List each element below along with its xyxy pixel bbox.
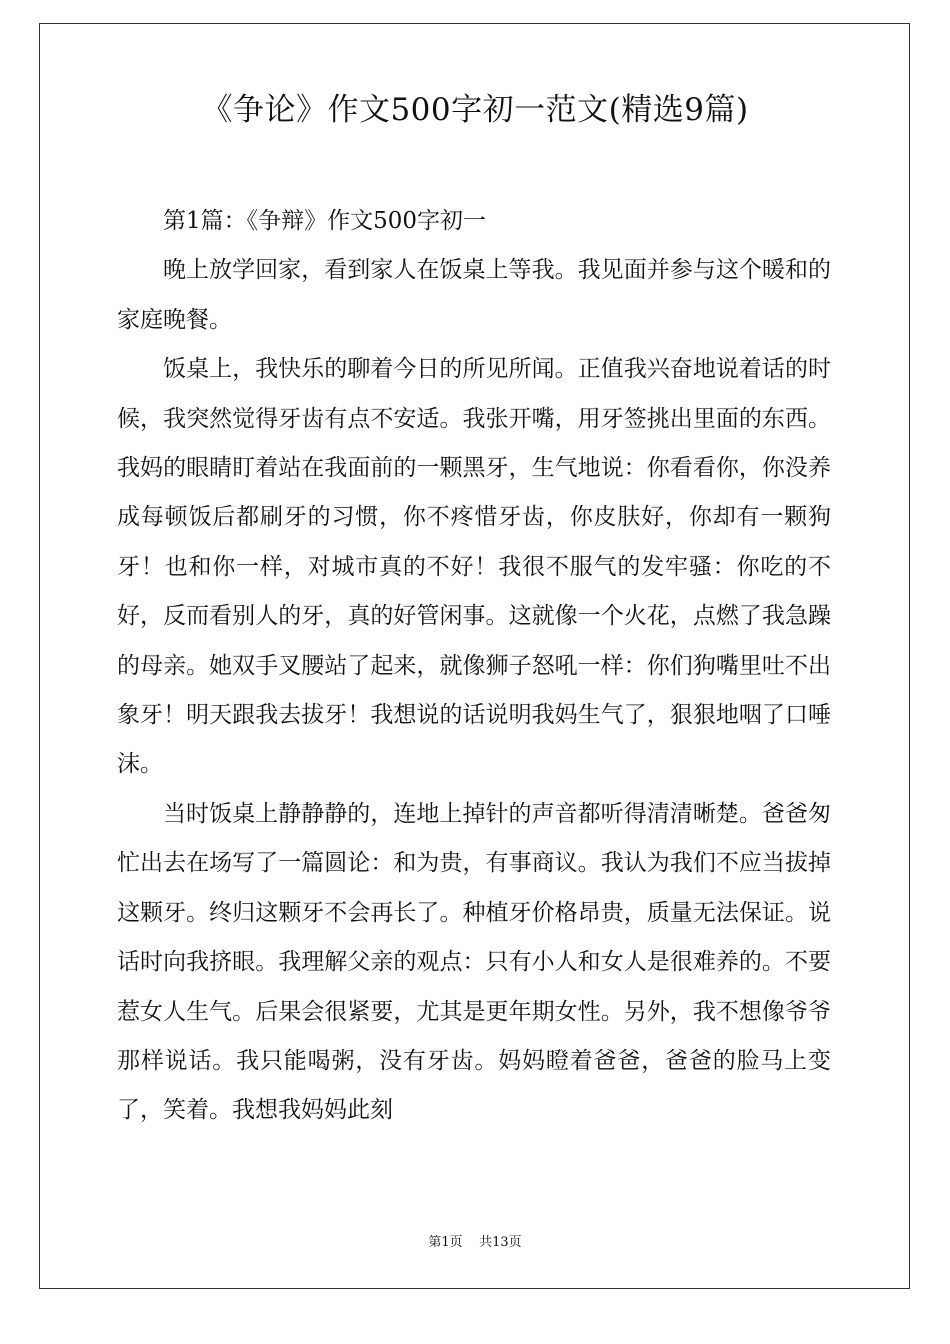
document-title: 《争论》作文500字初一范文(精选9篇) (201, 92, 749, 128)
document-body (117, 197, 831, 1136)
paragraph: 饭桌上，我快乐的聊着今日的所见所闻。正值我兴奋地说着话的时候，我突然觉得牙齿有点不安适。我张开嘴，用牙签挑出里面的东西。我妈的眼睛盯着站在我面前的一颗黑牙，生气地说：你看看你，你没养成每顿饭后都刷牙的习惯，你不疼惜牙齿，你皮肤好，你却有一颗狗牙！也和你一样，对城市真的不好！我很不服气的发牢骚：你吃的不好，反而看别人的牙，真的好管闲事。这就像一个火花，点燃了我急躁的母亲。她双手叉腰站了起来，就像狮子怒吼一样：你们狗嘴里吐不出象牙！明天跟我去拔牙！我想说的话说明我妈生气了，狠狠地咽了口唾沫。 (117, 356, 831, 778)
paragraph: 晚上放学回家，看到家人在饭桌上等我。我见面并参与这个暖和的家庭晚餐。 (117, 257, 831, 333)
section-heading: 第1篇：《争辩》作文500字初一 (163, 208, 487, 234)
paragraph: 当时饭桌上静静静的，连地上掉针的声音都听得清清晰楚。爸爸匆忙出去在场写了一篇圆论：和为贵，有事商议。我认为我们不应当拔掉这颗牙。终归这颗牙不会再长了。种植牙价格昂贵，质量无法保证。说话时向我挤眼。我理解父亲的观点：只有小人和女人是很难养的。不要惹女人生气。后果会很紧要，尤其是更年期女性。另外，我不想像爷爷那样说话。我只能喝粥，没有牙齿。妈妈瞪着爸爸，爸爸的脸马上变了，笑着。我想我妈妈此刻 (117, 800, 831, 1124)
page-number-footer: 第1页 共13页 (428, 1235, 522, 1250)
